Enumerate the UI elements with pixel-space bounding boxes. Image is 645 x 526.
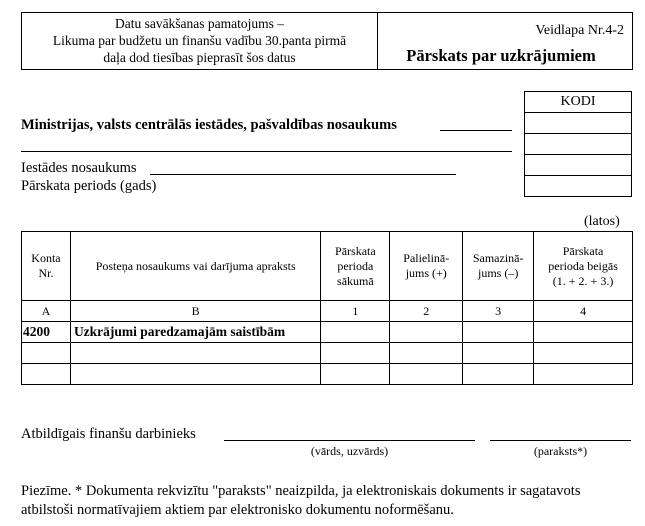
codes-table xyxy=(524,91,632,197)
ministry-input-line-2[interactable] xyxy=(21,151,512,152)
name-input-line[interactable] xyxy=(224,440,475,441)
value-cell[interactable] xyxy=(463,343,534,364)
value-cell[interactable] xyxy=(390,343,463,364)
account-number: 4200 xyxy=(22,322,71,343)
item-description[interactable] xyxy=(70,364,320,385)
table-header-row xyxy=(22,232,633,301)
col-header-increase xyxy=(390,232,463,301)
accruals-table xyxy=(21,231,633,385)
report-title: Pārskats par uzkrājumiem xyxy=(406,46,596,65)
footnote xyxy=(21,482,580,520)
value-cell[interactable] xyxy=(534,343,633,364)
col-header-decrease xyxy=(463,232,534,301)
col-header-start xyxy=(321,232,390,301)
value-cell[interactable] xyxy=(321,364,390,385)
legal-basis xyxy=(22,13,378,69)
col-header-end xyxy=(534,232,633,301)
account-number[interactable] xyxy=(22,343,71,364)
footnote-line: atbilstoši normatīvajiem aktiem par elektronisko dokumentu noformēšanu. xyxy=(21,502,454,518)
footnote-line: Piezīme. * Dokumenta rekvizītu "paraksts" neaizpilda, ja elektroniskais dokuments ir sagatavots xyxy=(21,483,581,499)
currency-note: (latos) xyxy=(584,214,620,229)
legal-basis-line: Likuma par budžetu un finanšu vadību 30.panta pirmā xyxy=(52,33,347,48)
codes-header: KODI xyxy=(525,92,632,113)
code-cell[interactable] xyxy=(525,134,632,155)
legal-basis-line: daļa dod tiesības pieprasīt šos datus xyxy=(103,50,296,65)
column-index-row xyxy=(22,301,633,322)
form-header xyxy=(21,12,633,70)
ministry-input-line[interactable] xyxy=(440,130,512,131)
account-number[interactable] xyxy=(22,364,71,385)
table-row xyxy=(22,322,633,343)
legal-basis-line: Datu savākšanas pamatojums – xyxy=(114,16,285,31)
header-text: Posteņa nosaukums vai darījuma apraksts xyxy=(95,258,296,273)
header-text: Pārskata xyxy=(335,243,376,258)
column-index: 2 xyxy=(390,301,463,322)
period-label: Pārskata periods (gads) xyxy=(21,178,157,194)
table-row xyxy=(22,364,633,385)
value-cell[interactable] xyxy=(321,322,390,343)
column-index: A xyxy=(22,301,71,322)
value-cell[interactable] xyxy=(463,322,534,343)
header-text: Samazinā- xyxy=(472,251,524,265)
header-text: jums (+) xyxy=(405,266,447,280)
value-cell[interactable] xyxy=(390,364,463,385)
column-index: B xyxy=(70,301,320,322)
code-cell[interactable] xyxy=(525,176,632,197)
responsible-officer-label: Atbildīgais finanšu darbinieks xyxy=(21,426,196,442)
value-cell[interactable] xyxy=(463,364,534,385)
header-text: perioda beigās xyxy=(548,258,618,273)
value-cell[interactable] xyxy=(534,364,633,385)
code-cell[interactable] xyxy=(525,155,632,176)
header-text: Konta xyxy=(31,251,61,265)
form-number: Veidlapa Nr.4-2 xyxy=(535,23,624,38)
value-cell[interactable] xyxy=(534,322,633,343)
col-header-description xyxy=(70,232,320,301)
form-id-block xyxy=(378,13,632,69)
header-text: sākumā xyxy=(337,273,374,288)
code-cell[interactable] xyxy=(525,113,632,134)
signature-input-line[interactable] xyxy=(490,440,631,441)
item-description[interactable] xyxy=(70,343,320,364)
institution-input-line[interactable] xyxy=(150,174,456,175)
value-cell[interactable] xyxy=(321,343,390,364)
item-description: Uzkrājumi paredzamajām saistībām xyxy=(70,322,320,343)
column-index: 3 xyxy=(463,301,534,322)
header-text: jums (–) xyxy=(478,266,519,280)
name-caption: (vārds, uzvārds) xyxy=(310,444,389,458)
institution-label: Iestādes nosaukums xyxy=(21,160,137,176)
signature-caption: (paraksts*) xyxy=(533,444,588,458)
ministry-label: Ministrijas, valsts centrālās iestādes, pašvaldības nosaukums xyxy=(21,117,397,133)
header-text: Pārskata xyxy=(562,243,604,258)
header-text: Nr. xyxy=(38,266,54,280)
value-cell[interactable] xyxy=(390,322,463,343)
column-index: 4 xyxy=(534,301,633,322)
col-header-account xyxy=(22,232,71,301)
header-text: Palielinā- xyxy=(403,251,450,265)
column-index: 1 xyxy=(321,301,390,322)
header-text: (1. + 2. + 3.) xyxy=(552,273,614,288)
table-row xyxy=(22,343,633,364)
header-text: perioda xyxy=(337,258,374,273)
